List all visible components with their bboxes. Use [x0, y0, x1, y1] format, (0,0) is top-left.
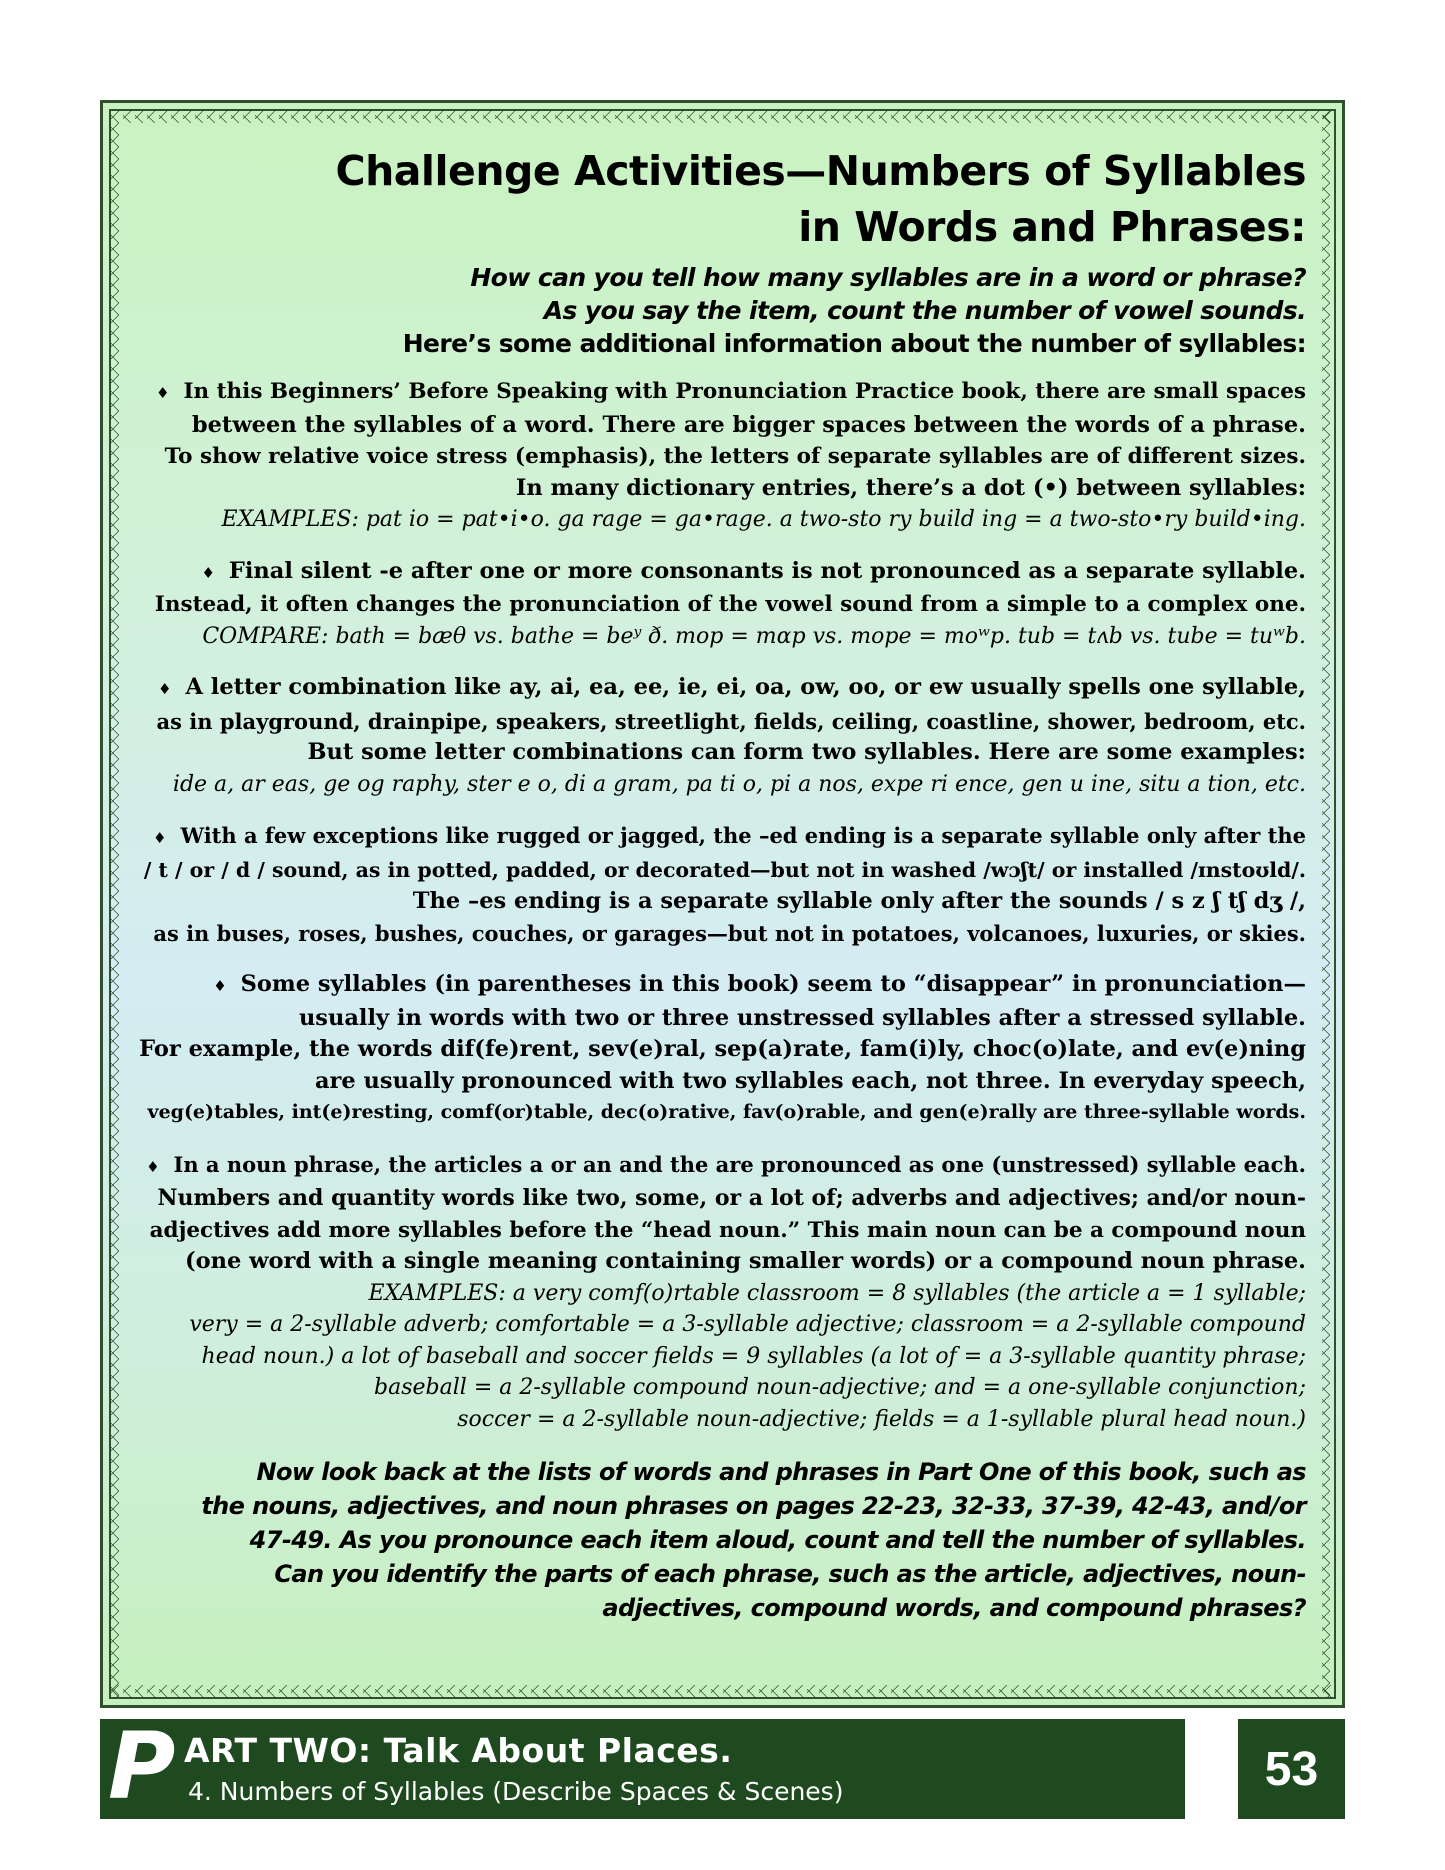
section-line: A letter combination like ay, ai, ea, ee, ie, ei, oa, ow, oo, or ew usually spells one syllable,: [185, 674, 1306, 700]
decorative-border-left: [111, 111, 123, 1697]
decorative-border-right: [1322, 111, 1334, 1697]
page-title: [139, 143, 1306, 255]
intro-line: As you say the item, count the number of vowel sounds.: [543, 296, 1306, 325]
section-silent-e: [139, 556, 1306, 653]
section-line: For example, the words dif(fe)rent, sev(e)ral, sep(a)rate, fam(i)ly, choc(o)late, and ev(e)ning: [139, 1036, 1306, 1062]
section-noun-phrases: [139, 1149, 1306, 1436]
decorative-border-top: [111, 111, 1334, 123]
section-line: In this Beginners’ Before Speaking with Pronunciation Practice book, there are small spaces: [183, 379, 1306, 404]
section-disappearing-syllables: [139, 969, 1306, 1129]
closing-line: 47-49. As you pronounce each item aloud, count and tell the number of syllables.: [249, 1526, 1306, 1554]
page-number: 53: [1238, 1719, 1345, 1819]
section-syllable-spacing: [139, 376, 1306, 536]
box-content: [139, 133, 1306, 1625]
challenge-activities-box: [100, 100, 1345, 1708]
section-line: adjectives add more syllables before the “head noun.” This main noun can be a compound noun: [149, 1217, 1306, 1243]
section-line: veg(e)tables, int(e)resting, comf(or)table, dec(o)rative, fav(o)rable, and gen(e)rally are three-syllable words.: [147, 1101, 1306, 1123]
section-ed-es-endings: [139, 820, 1306, 949]
section-line: as in buses, roses, bushes, couches, or garages—but not in potatoes, volcanoes, luxuries, or skies.: [153, 920, 1306, 946]
section-line: In a noun phrase, the articles a or an and the are pronounced as one (unstressed) syllable each.: [173, 1151, 1306, 1177]
footer-chapter-subtitle: 4. Numbers of Syllables (Describe Spaces & Scenes): [188, 1777, 844, 1806]
intro: [139, 261, 1306, 360]
section-line: usually in words with two or three unstressed syllables after a stressed syllable.: [298, 1004, 1306, 1031]
section-line: Instead, it often changes the pronunciation of the vowel sound from a simple to a complex one.: [154, 592, 1306, 617]
section-line: between the syllables of a word. There are bigger spaces between the words of a phrase.: [191, 411, 1306, 438]
closing-line: adjectives, compound words, and compound phrases?: [602, 1594, 1306, 1622]
section-line: are usually pronounced with two syllables each, not three. In everyday speech,: [314, 1067, 1306, 1094]
bullet-icon: ♦: [146, 1157, 160, 1176]
section-example: baseball = a 2-syllable compound noun-adjective; and = a one-syllable conjunction;: [374, 1375, 1306, 1400]
section-line: (one word with a single meaning containing smaller words) or a compound noun phrase.: [185, 1248, 1306, 1274]
section-line: Final silent -e after one or more consonants is not pronounced as a separate syllable.: [228, 557, 1306, 584]
section-line: To show relative voice stress (emphasis), the letters of separate syllables are of different sizes.: [164, 444, 1306, 469]
section-letter-combinations: [139, 672, 1306, 800]
intro-line: How can you tell how many syllables are in a word or phrase?: [470, 263, 1306, 292]
footer-big-letter: P: [108, 1713, 176, 1820]
section-example: very = a 2-syllable adverb; comfortable = a 3-syllable adjective; classroom = a 2-syllable compound: [189, 1312, 1306, 1337]
bullet-icon: ♦: [153, 829, 167, 847]
bullet-icon: ♦: [201, 563, 215, 582]
bullet-icon: ♦: [158, 680, 172, 698]
closing-line: Now look back at the lists of words and phrases in Part One of this book, such as: [256, 1458, 1306, 1486]
intro-line: Here’s some additional information about the number of syllables:: [402, 329, 1306, 358]
section-example: head noun.) a lot of baseball and soccer fields = 9 syllables (a lot of = a 3-syllable quantity phrase;: [201, 1343, 1306, 1369]
footer-part-banner: [100, 1713, 1185, 1820]
section-example: ide a, ar eas, ge og raphy, ster e o, di a gram, pa ti o, pi a nos, expe ri ence, gen u ine, situ a tion, etc.: [172, 771, 1306, 797]
closing-line: Can you identify the parts of each phrase, such as the article, adjectives, noun-: [274, 1560, 1306, 1588]
section-example: soccer = a 2-syllable noun-adjective; fields = a 1-syllable plural head noun.): [457, 1406, 1306, 1432]
section-line: The –es ending is a separate syllable only after the sounds / s z ʃ tʃ dʒ /,: [412, 888, 1306, 914]
section-line: / t / or / d / sound, as in potted, padded, or decorated—but not in washed /wɔʃt/ or installed /ɪnstoʊld/.: [143, 857, 1306, 882]
section-line: Some syllables (in parentheses in this book) seem to “disappear” in pronunciation—: [240, 971, 1306, 997]
section-line: In many dictionary entries, there’s a dot (•) between syllables:: [515, 474, 1306, 501]
decorative-border-bottom: [111, 1685, 1334, 1697]
section-line: Numbers and quantity words like two, some, or a lot of; adverbs and adjectives; and/or noun-: [157, 1185, 1306, 1211]
section-line: But some letter combinations can form two syllables. Here are some examples:: [307, 739, 1306, 765]
section-example: EXAMPLES: pat io = pat•i•o. ga rage = ga•rage. a two-sto ry build ing = a two-sto•ry build•ing.: [221, 507, 1306, 532]
title-line: Challenge Activities—Numbers of Syllables: [335, 147, 1306, 195]
section-example: COMPARE: bath = bæθ vs. bathe = beʸ ð. mop = mɑp vs. mope = moʷp. tub = tʌb vs. tube = tuʷb.: [202, 623, 1306, 649]
section-line: With a few exceptions like rugged or jagged, the –ed ending is a separate syllable only after the: [180, 823, 1306, 848]
section-line: as in playground, drainpipe, speakers, streetlight, fields, ceiling, coastline, shower, bedroom, etc.: [156, 708, 1306, 734]
closing-line: the nouns, adjectives, and noun phrases on pages 22-23, 32-33, 37-39, 42-43, and/or: [201, 1492, 1306, 1520]
closing-instructions: [139, 1455, 1306, 1625]
section-example: EXAMPLES: a very comf(o)rtable classroom = 8 syllables (the article a = 1 syllable;: [368, 1280, 1306, 1306]
bullet-icon: ♦: [155, 384, 170, 402]
bullet-icon: ♦: [213, 977, 227, 995]
title-line: in Words and Phrases:: [798, 203, 1306, 251]
footer-part-title: ART TWO: Talk About Places.: [184, 1731, 733, 1770]
